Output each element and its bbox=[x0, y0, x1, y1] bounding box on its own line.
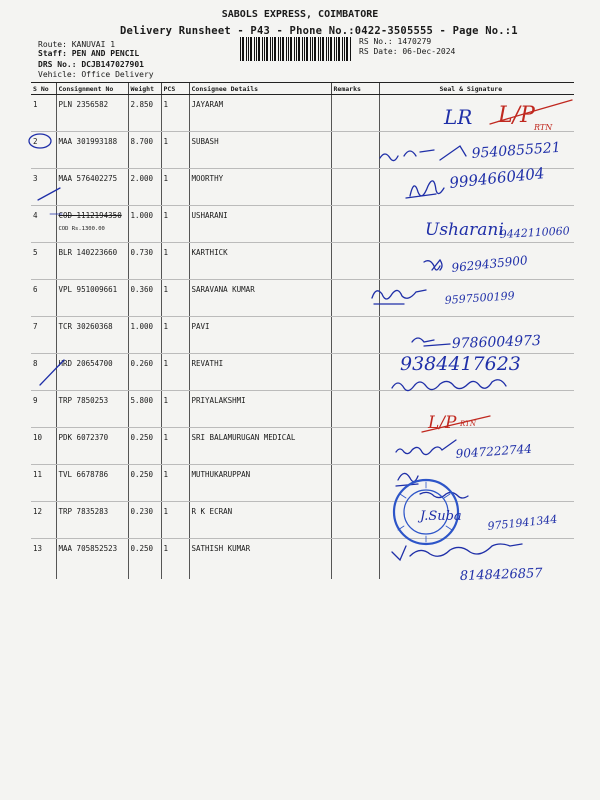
cell-consignment: MAA 576402275 bbox=[56, 169, 128, 206]
cell-sno: 3 bbox=[31, 169, 56, 206]
cell-consignment: HRD 20654700 bbox=[56, 354, 128, 391]
cell-sno: 1 bbox=[31, 95, 56, 132]
consignment-number: COD 1112194350 bbox=[58, 211, 122, 220]
rs-number: RS No.: 1470279 bbox=[359, 37, 432, 46]
cell-weight: 0.250 bbox=[128, 428, 161, 465]
cell-sno: 6 bbox=[31, 280, 56, 317]
hw-phone-r3: 9994660404 bbox=[448, 164, 546, 192]
cell-weight: 0.260 bbox=[128, 354, 161, 391]
cell-remarks bbox=[331, 280, 379, 317]
table-row bbox=[31, 539, 574, 579]
cell-consignment: BLR 140223660 bbox=[56, 243, 128, 280]
cell-signature bbox=[379, 169, 574, 206]
cell-signature bbox=[379, 428, 574, 465]
cell-consignment: TRP 7835283 bbox=[56, 502, 128, 539]
cell-consignment: VPL 951009661 bbox=[56, 280, 128, 317]
cell-signature bbox=[379, 280, 574, 317]
cell-consignee: MUTHUKARUPPAN bbox=[189, 465, 331, 502]
cell-remarks bbox=[331, 428, 379, 465]
cell-remarks bbox=[331, 465, 379, 502]
table-row bbox=[31, 502, 574, 539]
col-pcs: PCS bbox=[161, 83, 189, 95]
cell-remarks bbox=[331, 95, 379, 132]
cell-sno: 8 bbox=[31, 354, 56, 391]
cell-weight: 2.850 bbox=[128, 95, 161, 132]
table-row bbox=[31, 95, 574, 132]
col-weight: Weight bbox=[128, 83, 161, 95]
cell-weight: 2.000 bbox=[128, 169, 161, 206]
cell-pcs: 1 bbox=[161, 95, 189, 132]
cell-consignment: MAA 301993188 bbox=[56, 132, 128, 169]
cell-weight: 0.230 bbox=[128, 502, 161, 539]
table-row bbox=[31, 169, 574, 206]
table-header bbox=[31, 83, 574, 95]
cell-weight: 0.360 bbox=[128, 280, 161, 317]
hw-rtn-r1: RTN bbox=[534, 123, 553, 132]
cell-pcs: 1 bbox=[161, 243, 189, 280]
hw-phone-r8a: 9786004973 bbox=[451, 332, 542, 352]
cell-remarks bbox=[331, 502, 379, 539]
hw-phone-r10: 9047222744 bbox=[455, 441, 533, 461]
runsheet-table bbox=[31, 82, 574, 579]
cell-pcs: 1 bbox=[161, 206, 189, 243]
col-consignment: Consignment No bbox=[56, 83, 128, 95]
cell-remarks bbox=[331, 169, 379, 206]
hw-phone-r8b: 9384417623 bbox=[400, 353, 521, 375]
cell-signature bbox=[379, 465, 574, 502]
cell-pcs: 1 bbox=[161, 539, 189, 579]
cell-signature bbox=[379, 391, 574, 428]
cell-consignment: TRP 7850253 bbox=[56, 391, 128, 428]
staff: Staff: PEN AND PENCIL bbox=[38, 49, 140, 58]
cell-consignee: PAVI bbox=[189, 317, 331, 354]
cell-signature bbox=[379, 317, 574, 354]
hw-phone-r13: 8148426857 bbox=[459, 566, 543, 584]
hw-name-r12: J.Suba bbox=[420, 509, 462, 524]
cell-consignee: SUBASH bbox=[189, 132, 331, 169]
cell-consignee: JAYARAM bbox=[189, 95, 331, 132]
vehicle: Vehicle: Office Delivery bbox=[38, 70, 154, 79]
drs-number: DRS No.: DCJB147027901 bbox=[38, 60, 144, 69]
cell-remarks bbox=[331, 243, 379, 280]
hw-lp-r9: L/P bbox=[428, 413, 457, 433]
cell-remarks bbox=[331, 391, 379, 428]
cell-consignment: PDK 6072370 bbox=[56, 428, 128, 465]
cell-consignee: R K ECRAN bbox=[189, 502, 331, 539]
cell-sno: 4 bbox=[31, 206, 56, 243]
col-signature: Seal & Signature bbox=[379, 83, 574, 95]
cell-sno: 2 bbox=[31, 132, 56, 169]
hw-phone-r12: 9751941344 bbox=[486, 512, 558, 533]
cell-pcs: 1 bbox=[161, 354, 189, 391]
cell-consignee: PRIYALAKSHMI bbox=[189, 391, 331, 428]
cell-consignment: TVL 6678786 bbox=[56, 465, 128, 502]
cell-weight: 0.250 bbox=[128, 465, 161, 502]
table-row bbox=[31, 465, 574, 502]
cell-signature bbox=[379, 354, 574, 391]
cell-consignee: REVATHI bbox=[189, 354, 331, 391]
cell-remarks bbox=[331, 539, 379, 579]
cell-consignment bbox=[56, 206, 128, 243]
table-row bbox=[31, 243, 574, 280]
hw-phone-r6: 9597500199 bbox=[444, 289, 516, 307]
cell-signature bbox=[379, 206, 574, 243]
table-row bbox=[31, 317, 574, 354]
table-row bbox=[31, 132, 574, 169]
route: Route: KANUVAI 1 bbox=[38, 40, 116, 49]
cell-signature bbox=[379, 95, 574, 132]
rs-date: RS Date: 06-Dec-2024 bbox=[359, 47, 456, 56]
col-sno: S No bbox=[31, 83, 56, 95]
cell-signature bbox=[379, 539, 574, 579]
company-name: SABOLS EXPRESS, COIMBATORE bbox=[221, 9, 379, 20]
hw-phone-r4: 9442110060 bbox=[499, 224, 571, 241]
cell-sno: 9 bbox=[31, 391, 56, 428]
cell-consignee: KARTHICK bbox=[189, 243, 331, 280]
table-row bbox=[31, 206, 574, 243]
cell-signature bbox=[379, 502, 574, 539]
cell-sno: 11 bbox=[31, 465, 56, 502]
cell-pcs: 1 bbox=[161, 391, 189, 428]
cell-weight: 0.730 bbox=[128, 243, 161, 280]
hw-name-r4: Usharani bbox=[425, 220, 504, 240]
cell-pcs: 1 bbox=[161, 132, 189, 169]
cell-consignee: SARAVANA KUMAR bbox=[189, 280, 331, 317]
table-row bbox=[31, 428, 574, 465]
cell-sno: 13 bbox=[33, 544, 43, 553]
cell-weight: 1.000 bbox=[128, 317, 161, 354]
hw-lr: LR bbox=[444, 105, 473, 129]
cell-consignment: MAA 705852523 bbox=[56, 539, 128, 579]
cell-pcs: 1 bbox=[161, 317, 189, 354]
cell-consignee: USHARANI bbox=[189, 206, 331, 243]
col-consignee: Consignee Details bbox=[189, 83, 331, 95]
cell-pcs: 1 bbox=[161, 502, 189, 539]
cell-consignment: TCR 30260368 bbox=[56, 317, 128, 354]
col-remarks: Remarks bbox=[331, 83, 379, 95]
cod-amount: COD Rs.1300.00 bbox=[58, 226, 105, 232]
cell-remarks bbox=[331, 206, 379, 243]
cell-weight: 0.250 bbox=[128, 539, 161, 579]
cell-sno: 7 bbox=[31, 317, 56, 354]
hw-lp-r1: L/P bbox=[498, 103, 535, 128]
cell-remarks bbox=[331, 317, 379, 354]
cell-signature bbox=[379, 132, 574, 169]
cell-signature bbox=[379, 243, 574, 280]
runsheet-title: Delivery Runsheet - P43 - Phone No.:0422-3505555 - Page No.:1 bbox=[120, 25, 518, 37]
cell-consignee: SRI BALAMURUGAN MEDICAL bbox=[189, 428, 331, 465]
cell-pcs: 1 bbox=[161, 280, 189, 317]
cell-remarks bbox=[331, 132, 379, 169]
cell-remarks bbox=[331, 354, 379, 391]
cell-weight: 8.700 bbox=[128, 132, 161, 169]
cell-weight: 5.800 bbox=[128, 391, 161, 428]
cell-consignee: SATHISH KUMAR bbox=[189, 539, 331, 579]
cell-pcs: 1 bbox=[161, 169, 189, 206]
cell-sno: 5 bbox=[31, 243, 56, 280]
hw-phone-r2: 9540855521 bbox=[471, 139, 562, 162]
cell-consignment: PLN 2356582 bbox=[56, 95, 128, 132]
table-row bbox=[31, 354, 574, 391]
cell-consignee: MOORTHY bbox=[189, 169, 331, 206]
cell-sno: 12 bbox=[31, 502, 56, 539]
hw-phone-r5: 9629435900 bbox=[450, 253, 529, 275]
cell-weight: 1.000 bbox=[128, 206, 161, 243]
cell-pcs: 1 bbox=[161, 428, 189, 465]
barcode bbox=[240, 37, 352, 61]
table-row bbox=[31, 391, 574, 428]
cell-sno: 10 bbox=[31, 428, 56, 465]
table-row bbox=[31, 280, 574, 317]
hw-rtn-r9: RTN bbox=[460, 420, 476, 428]
cell-pcs: 1 bbox=[161, 465, 189, 502]
